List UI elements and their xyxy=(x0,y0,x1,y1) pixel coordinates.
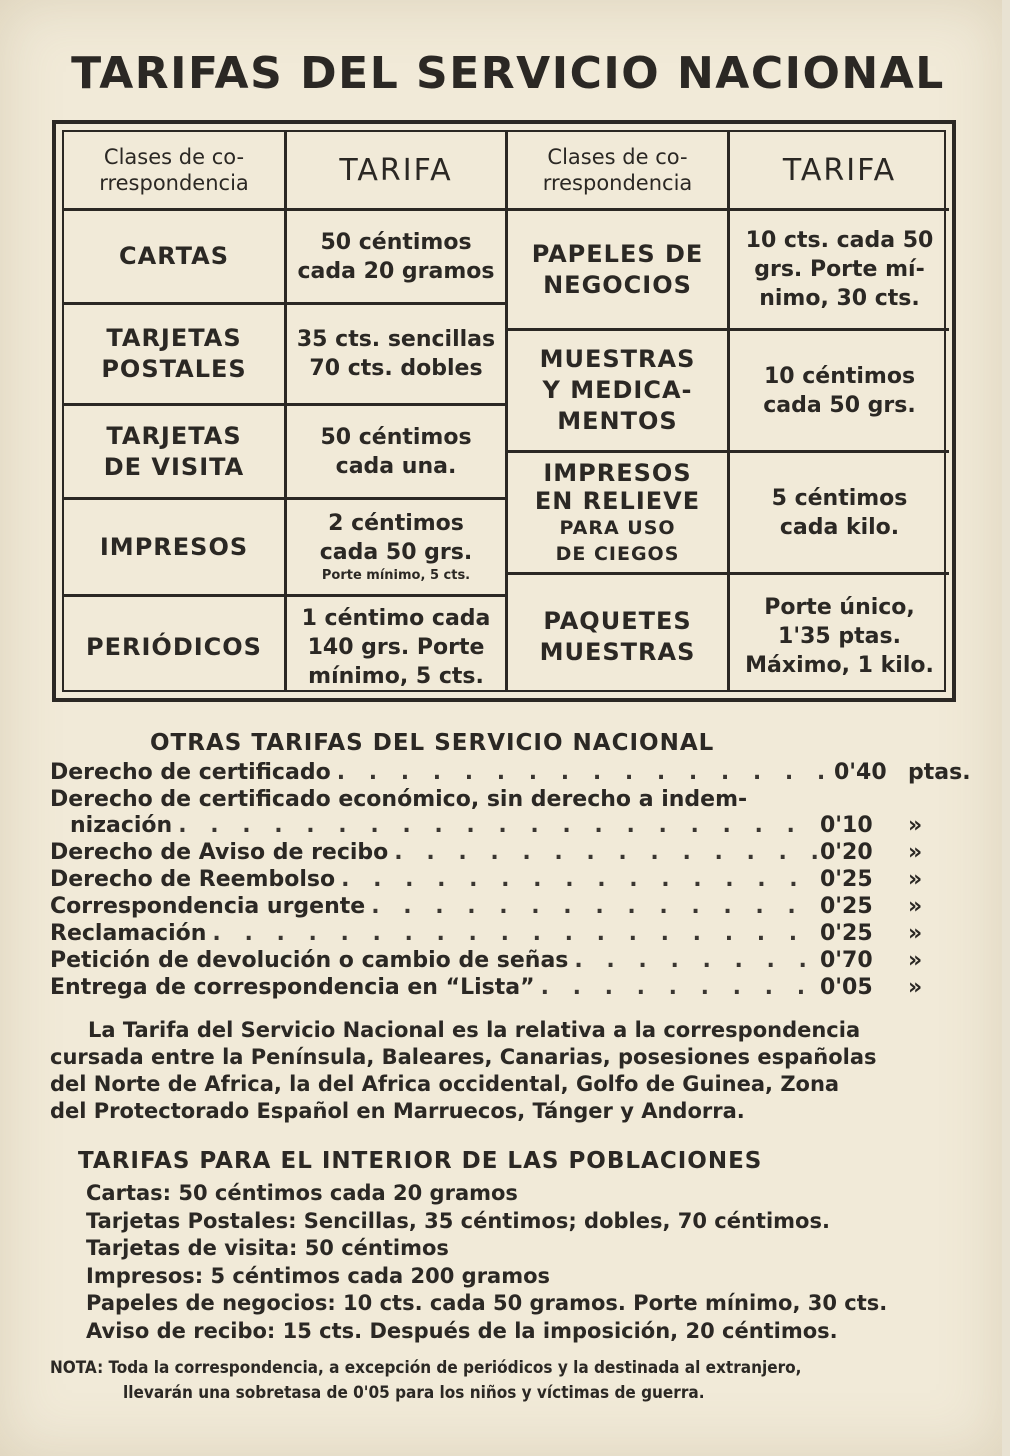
clase-line: EN RELIEVE xyxy=(534,486,701,515)
interior-line: Cartas: 50 céntimos cada 20 gramos xyxy=(86,1181,518,1205)
fee-amount: 0'10 xyxy=(820,813,873,838)
clase-tarjetas-visita xyxy=(64,406,284,497)
leader-dots xyxy=(331,760,834,785)
fee-label: Entrega de correspondencia en “Lista” xyxy=(50,975,535,1000)
interior-heading: TARIFAS PARA EL INTERIOR DE LAS POBLACIONES xyxy=(78,1148,763,1174)
interior-line: Impresos: 5 céntimos cada 200 gramos xyxy=(86,1263,551,1288)
fee-amount: 0'20 xyxy=(820,840,873,865)
page-title: TARIFAS DEL SERVICIO NACIONAL xyxy=(71,48,945,99)
leader-dots xyxy=(172,813,820,838)
otras-fee-list xyxy=(50,760,971,1002)
fee-row xyxy=(50,894,962,921)
nota-label: NOTA: xyxy=(50,1358,104,1378)
clase-papeles-negocios xyxy=(508,211,727,328)
clase-line: CARTAS xyxy=(119,242,229,270)
tarifa-line: cada 50 grs. xyxy=(763,392,916,418)
tarifa-line: cada 20 gramos xyxy=(297,258,495,284)
fee-unit: » xyxy=(908,813,923,838)
fee-label: nización xyxy=(70,813,173,838)
fee-unit: » xyxy=(908,948,923,973)
fee-unit: » xyxy=(908,921,923,946)
tarifa-note: Porte mínimo, 5 cts. xyxy=(321,568,471,583)
fee-amount: 0'25 xyxy=(820,867,873,892)
clase-line: PAPELES DE xyxy=(531,239,704,268)
header-tarifa-left: TARIFA xyxy=(339,152,453,188)
clase-line: POSTALES xyxy=(101,355,247,383)
paragraph-line: del Protectorado Español en Marruecos, Tánger y Andorra. xyxy=(50,1099,745,1123)
leader-dots xyxy=(388,840,820,865)
clase-line: PAQUETES xyxy=(543,606,692,635)
tarifa-tarjetas-postales xyxy=(287,305,505,403)
tarifa-line: cada una. xyxy=(335,453,457,479)
clase-line: MENTOS xyxy=(557,407,678,435)
fee-row xyxy=(50,948,962,975)
paragraph-line: La Tarifa del Servicio Nacional es la relativa a la correspondencia xyxy=(88,1018,861,1042)
tariff-table-inner xyxy=(62,130,946,692)
fee-row xyxy=(50,921,962,948)
clase-line: PARA USO xyxy=(559,516,676,539)
fee-label: Reclamación xyxy=(50,921,207,946)
tarifa-paquetes-muestras xyxy=(730,575,949,698)
interior-line: Tarjetas de visita: 50 céntimos xyxy=(86,1236,449,1260)
nota xyxy=(50,1356,960,1406)
fee-row xyxy=(50,867,962,894)
fee-label: Petición de devolución o cambio de señas xyxy=(50,948,569,973)
tarifa-cartas xyxy=(287,211,505,302)
interior-line: Aviso de recibo: 15 cts. Después de la imposición, 20 céntimos. xyxy=(86,1318,838,1343)
fee-row xyxy=(50,975,962,1002)
tarifa-impresos xyxy=(287,500,505,594)
fee-row xyxy=(50,813,962,840)
fee-row xyxy=(50,787,962,813)
fee-unit: » xyxy=(908,867,923,892)
tarifa-papeles-negocios xyxy=(730,211,949,328)
tarifa-impresos-relieve xyxy=(730,453,949,572)
clase-line: DE CIEGOS xyxy=(555,542,680,565)
otras-heading: OTRAS TARIFAS DEL SERVICIO NACIONAL xyxy=(150,730,715,756)
fee-unit: » xyxy=(908,975,923,1000)
interior-line: Tarjetas Postales: Sencillas, 35 céntimos; dobles, 70 céntimos. xyxy=(86,1208,830,1233)
header-line: Clases de co- xyxy=(103,145,245,169)
fee-amount: 0'70 xyxy=(820,948,873,973)
paragraph-line: del Norte de Africa, la del Africa occidental, Golfo de Guinea, Zona xyxy=(50,1072,840,1096)
tarifa-line: 140 grs. Porte xyxy=(307,635,485,660)
tarifa-line: Máximo, 1 kilo. xyxy=(745,653,934,678)
header-line: rrespondencia xyxy=(99,171,249,195)
tarifa-line: cada kilo. xyxy=(779,514,900,540)
tarifa-line: 1'35 ptas. xyxy=(778,624,901,649)
clase-line: Y MEDICA- xyxy=(542,376,693,404)
tarifa-line: Porte único, xyxy=(764,595,915,620)
tarifa-line: 5 céntimos xyxy=(771,485,908,511)
leader-dots xyxy=(568,948,820,973)
clase-muestras-medicamentos xyxy=(508,331,727,450)
header-tarifa-right: TARIFA xyxy=(782,152,897,188)
clase-line: NEGOCIOS xyxy=(543,270,692,299)
tarifa-line: cada 50 grs. xyxy=(319,540,473,565)
clase-tarjetas-postales xyxy=(64,305,284,403)
fee-amount: 0'05 xyxy=(820,975,873,1000)
clase-line: MUESTRAS xyxy=(539,345,696,373)
tarifa-muestras-medicamentos xyxy=(730,331,949,450)
leader-dots xyxy=(206,921,820,946)
tarifa-line: 2 céntimos xyxy=(328,511,464,536)
tarifa-line: grs. Porte mí- xyxy=(754,257,925,282)
tarifa-line: 50 céntimos xyxy=(320,229,472,255)
tarifa-line: nimo, 30 cts. xyxy=(759,286,920,311)
fee-amount: 0'25 xyxy=(820,921,873,946)
leader-dots xyxy=(535,975,820,1000)
fee-unit: ptas. xyxy=(908,760,971,785)
tarifa-line: 50 céntimos xyxy=(320,424,472,450)
tarifa-line: 1 céntimo cada xyxy=(301,606,491,631)
clase-cartas xyxy=(64,211,284,302)
clase-line: TARJETAS xyxy=(106,421,242,450)
interior-list xyxy=(86,1180,966,1345)
clase-line: PERIÓDICOS xyxy=(86,633,262,661)
leader-dots xyxy=(365,894,820,919)
tarifa-line: 10 céntimos xyxy=(763,363,916,389)
clase-line: TARJETAS xyxy=(106,324,242,352)
fee-label: Derecho de Reembolso xyxy=(50,867,336,892)
clase-periodicos xyxy=(64,597,284,698)
nota-line: Toda la correspondencia, a excepción de periódicos y la destinada al extranjero, xyxy=(108,1358,802,1378)
fee-amount: 0'40 xyxy=(834,760,887,785)
tariff-table xyxy=(52,120,956,702)
clase-line: DE VISITA xyxy=(103,452,245,481)
fee-amount: 0'25 xyxy=(820,894,873,919)
tarifa-line: mínimo, 5 cts. xyxy=(308,664,484,689)
header-line: rrespondencia xyxy=(542,171,693,195)
fee-unit: » xyxy=(908,840,923,865)
header-clases-left xyxy=(64,132,284,208)
clase-paquetes-muestras xyxy=(508,575,727,698)
header-line: Clases de co- xyxy=(547,145,688,169)
fee-unit: » xyxy=(908,894,923,919)
clase-impresos-relieve xyxy=(508,453,727,572)
tarifa-line: 70 cts. dobles xyxy=(309,356,483,381)
clase-line: IMPRESOS xyxy=(99,532,249,561)
fee-label: Derecho de certificado económico, sin derecho a indem- xyxy=(50,787,748,812)
fee-label: Derecho de Aviso de recibo xyxy=(50,840,389,865)
paragraph-line: cursada entre la Península, Baleares, Canarias, posesiones españolas xyxy=(50,1045,877,1069)
fee-label: Correspondencia urgente xyxy=(50,894,366,919)
fee-row xyxy=(50,760,971,787)
header-clases-right xyxy=(508,132,727,208)
leader-dots xyxy=(335,867,820,892)
tarifa-periodicos xyxy=(287,597,505,698)
clase-line: IMPRESOS xyxy=(543,458,692,487)
fee-row xyxy=(50,840,962,867)
tarifa-line: 35 cts. sencillas xyxy=(296,327,496,352)
tarifa-line: 10 cts. cada 50 xyxy=(745,228,934,253)
clase-impresos xyxy=(64,500,284,594)
fee-label: Derecho de certificado xyxy=(50,760,331,785)
servicio-nacional-paragraph xyxy=(50,1017,960,1125)
interior-line: Papeles de negocios: 10 cts. cada 50 gramos. Porte mínimo, 30 cts. xyxy=(86,1291,888,1315)
tarifa-tarjetas-visita xyxy=(287,406,505,497)
nota-line: llevarán una sobretasa de 0'05 para los niños y víctimas de guerra. xyxy=(123,1383,705,1403)
clase-line: MUESTRAS xyxy=(539,637,696,666)
